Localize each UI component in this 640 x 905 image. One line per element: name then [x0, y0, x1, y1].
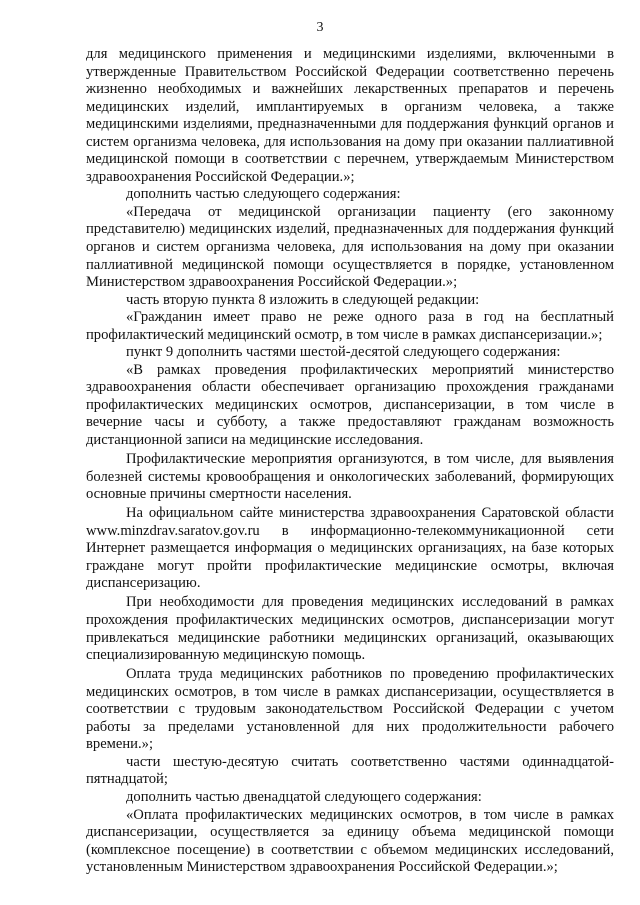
paragraph-quote: «Передача от медицинской организации пациенту (его законному представителю) медицинских изделий, предназначенных для поддержания функций органов и систем организма человека, для использования на дому при оказании паллиативной медицинской помощи осуществляется в порядке, установленном Министерством здравоохранения Российской Федерации.»;: [86, 203, 614, 291]
paragraph-instruction: дополнить частью двенадцатой следующего содержания:: [126, 788, 482, 805]
document-body: [86, 46, 614, 877]
paragraph-instruction: пункт 9 дополнить частями шестой-десятой следующего содержания:: [126, 344, 561, 361]
paragraph: На официальном сайте министерства здравоохранения Саратовской области www.minzdrav.saratov.gov.ru в информационно-телекоммуникационной сети Интернет размещается информация о медицинских организациях, на базе которых граждане могут пройти профилактические медицинские осмотры, включая диспансеризацию.: [86, 505, 614, 592]
paragraph: Оплата труда медицинских работников по проведению профилактических медицинских осмотров, в том числе в рамках диспансеризации, осуществляется в соответствии с трудовым законодательством Российской Федерации с учетом работы за пределами установленной для них продолжительности рабочего времени.»;: [86, 666, 614, 753]
paragraph-instruction: часть вторую пункта 8 изложить в следующей редакции:: [126, 291, 480, 308]
paragraph-quote: «Гражданин имеет право не реже одного раза в год на бесплатный профилактический медицинский осмотр, в том числе в рамках диспансеризации.»;: [86, 309, 614, 343]
page-number: 3: [316, 20, 324, 35]
paragraph-instruction: дополнить частью следующего содержания:: [126, 186, 401, 203]
paragraph: Профилактические мероприятия организуются, в том числе, для выявления болезней системы кровообращения и онкологических заболеваний, формирующих основные причины смертности населения.: [86, 451, 614, 503]
paragraph-quote: «В рамках проведения профилактических мероприятий министерство здравоохранения области обеспечивает организацию прохождения гражданами профилактических медицинских осмотров, диспансеризации, в том числе в вечерние часы и субботу, а также предоставляют гражданам возможность дистанционной записи на медицинские исследования.: [86, 361, 614, 449]
paragraph: При необходимости для проведения медицинских исследований в рамках прохождения профилактических медицинских осмотров, диспансеризации могут привлекаться медицинские работники медицинских организаций, оказывающих специализированную медицинскую помощь.: [86, 594, 614, 664]
paragraph-instruction: части шестую-десятую считать соответственно частями одиннадцатой-пятнадцатой;: [86, 753, 614, 788]
paragraph-quote: «Оплата профилактических медицинских осмотров, в том числе в рамках диспансеризации, осуществляется за единицу объема медицинской помощи (комплексное посещение) в соответствии с объемом медицинских исследований, установленным Министерством здравоохранения Российской Федерации.»;: [86, 806, 614, 876]
paragraph-continuation: для медицинского применения и медицинскими изделиями, включенными в утвержденные Правительством Российской Федерации соответственно перечень жизненно необходимых и важнейших лекарственных препаратов и перечень медицинских изделий, имплантируемых в организм человека, а также медицинскими изделиями, предназначенными для поддержания функций органов и систем организма человека, для использования на дому при оказании паллиативной медицинской помощи в соответствии с перечнем, утверждаемым Министерством здравоохранения Российской Федерации.»;: [86, 46, 614, 185]
